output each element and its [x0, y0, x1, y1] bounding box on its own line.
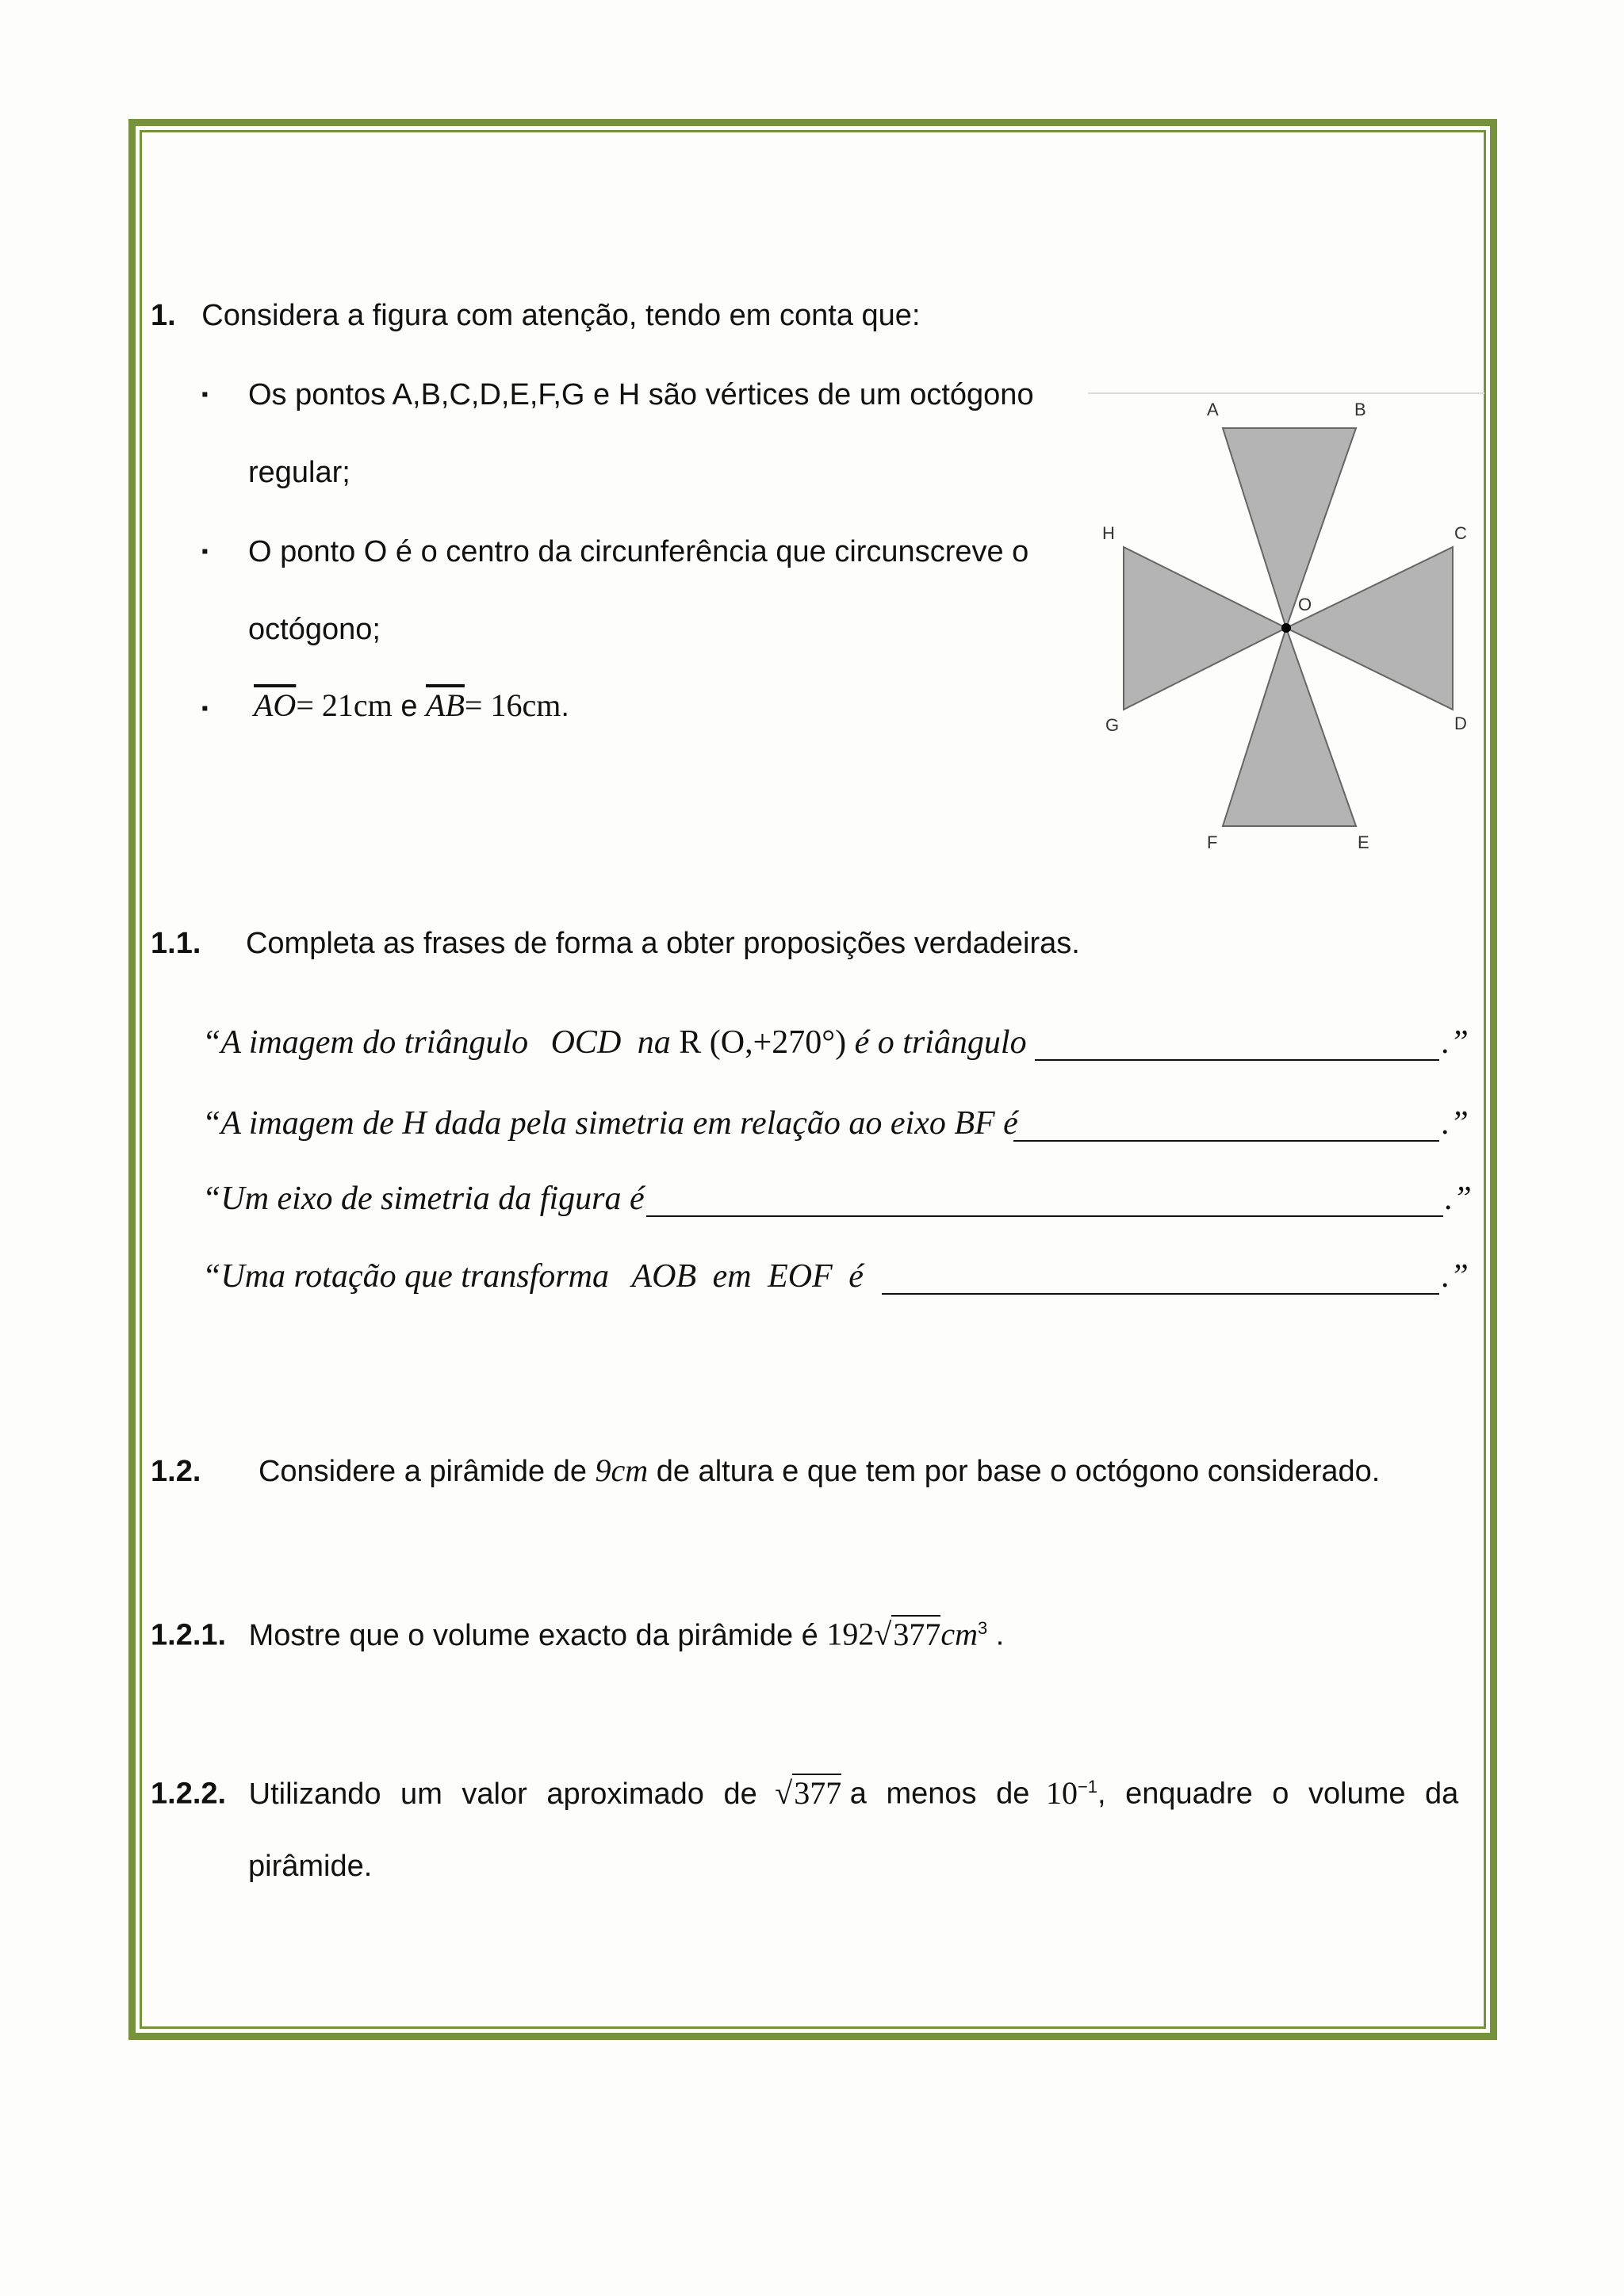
question-1-1 [151, 926, 1080, 961]
label-h: H [1102, 523, 1115, 543]
question-1-2-2-text-c: , enquadre o volume da [1097, 1777, 1459, 1811]
closing-quote: .” [1442, 1105, 1469, 1142]
bullet-icon: ▪ [201, 384, 209, 405]
answer-blank-4[interactable] [882, 1293, 1439, 1295]
question-1-2-2-text-b: a menos de [849, 1777, 1030, 1811]
triangle-aob [1223, 428, 1356, 628]
question-1-number: 1. [151, 299, 176, 332]
sentence-4 [202, 1257, 864, 1295]
question-1-2-2: 1.2.2. Utilizando um valor aproximado de √377 a menos de $10^{-1}$, enquadre o volume da [151, 1774, 1459, 1811]
sentence-1-end: é o triângulo [854, 1024, 1027, 1061]
pyramid-height: 9cm [595, 1452, 649, 1488]
triangle-ocd: OCD [550, 1024, 622, 1061]
sentence-1-start: “A imagem do triângulo [202, 1024, 529, 1061]
question-1-2-text-a: Considere a pirâmide de [258, 1455, 587, 1488]
label-d: D [1454, 714, 1467, 733]
question-1-2-2-line2: pirâmide. [248, 1850, 373, 1883]
triangle-cod [1286, 547, 1453, 710]
bullet-2-line2: octógono; [248, 613, 381, 646]
question-1-2-1-number: 1.2.1. [151, 1618, 227, 1652]
precision-base: 10 [1045, 1774, 1078, 1811]
question-1-2-2-text-a: Utilizando um valor aproximado de [248, 1777, 757, 1811]
bullet-3-measures [254, 688, 569, 724]
bullet-1-line1: Os pontos A,B,C,D,E,F,G e H são vértices de um octógono [248, 378, 1034, 411]
bullet-icon: ▪ [201, 541, 209, 562]
segment-ab: $\overline{AB}$ [426, 687, 465, 723]
sentence-4-e: é [848, 1258, 864, 1295]
question-1-2-2-number: 1.2.2. [151, 1777, 227, 1811]
answer-blank-1[interactable] [1035, 1059, 1439, 1061]
triangle-aob-label: AOB [631, 1258, 697, 1295]
sentence-4-em: em [712, 1258, 752, 1295]
question-1-2-number: 1.2. [151, 1455, 201, 1488]
question-1-text: Considera a figura com atenção, tendo em conta que: [201, 299, 921, 332]
label-g: G [1105, 715, 1120, 735]
label-b: B [1354, 400, 1366, 419]
triangle-goh [1124, 547, 1286, 710]
question-1-1-number: 1.1. [151, 927, 201, 960]
closing-quote: .” [1445, 1181, 1472, 1217]
precision-exponent: −1 [1077, 1777, 1098, 1797]
period: . [995, 1618, 1005, 1652]
label-e: E [1358, 832, 1369, 852]
label-f: F [1207, 832, 1218, 852]
sentence-4-start: “Uma rotação que transforma [202, 1258, 609, 1295]
triangle-eof-label: EOF [768, 1258, 833, 1295]
answer-blank-3[interactable] [646, 1215, 1443, 1217]
question-1-2-1-text: Mostre que o volume exacto da pirâmide é [248, 1618, 818, 1652]
center-point-o [1281, 623, 1291, 633]
ab-value: = 16cm [464, 687, 561, 723]
and-word: e [400, 690, 418, 723]
sentence-1 [202, 1024, 1027, 1062]
question-1-2 [151, 1453, 1380, 1489]
rotation-notation: R (O,+270°) [679, 1024, 847, 1061]
question-1-2-1: 1.2.1. Mostre que o volume exacto da pirâmide é $192√377cm^3$ . [151, 1616, 1005, 1652]
question-1-1-text: Completa as frases de forma a obter proposições verdadeiras. [245, 927, 1080, 960]
closing-quote: .” [1442, 1258, 1469, 1295]
approx-radicand: 377 [794, 1774, 842, 1811]
segment-ao: $\overline{AO}$ [254, 687, 297, 723]
volume-unit: cm [940, 1616, 978, 1652]
sentence-3: “Um eixo de simetria da figura é [202, 1181, 645, 1217]
answer-blank-2[interactable] [1013, 1140, 1439, 1142]
label-a: A [1207, 400, 1219, 419]
triangle-eof [1223, 628, 1356, 826]
ao-value: = 21cm [296, 687, 393, 723]
label-c: C [1454, 523, 1467, 543]
sentence-1-na: na [637, 1024, 671, 1061]
bullet-icon: ▪ [201, 698, 209, 719]
bullet-2-line1: O ponto O é o centro da circunferência que circunscreve o [248, 535, 1029, 568]
period: . [561, 690, 569, 723]
volume-exponent: 3 [977, 1618, 988, 1638]
volume-radicand: 377 [893, 1616, 941, 1652]
question-1-2-text-b: de altura e que tem por base o octógono considerado. [656, 1455, 1381, 1488]
label-o: O [1298, 595, 1312, 614]
bullet-1-line2: regular; [248, 456, 350, 489]
volume-coefficient: 192 [826, 1616, 875, 1652]
closing-quote: .” [1442, 1024, 1469, 1061]
sentence-2: “A imagem de H dada pela simetria em relação ao eixo BF é [202, 1105, 1018, 1142]
question-1 [151, 298, 921, 333]
octagon-figure [1088, 388, 1484, 864]
